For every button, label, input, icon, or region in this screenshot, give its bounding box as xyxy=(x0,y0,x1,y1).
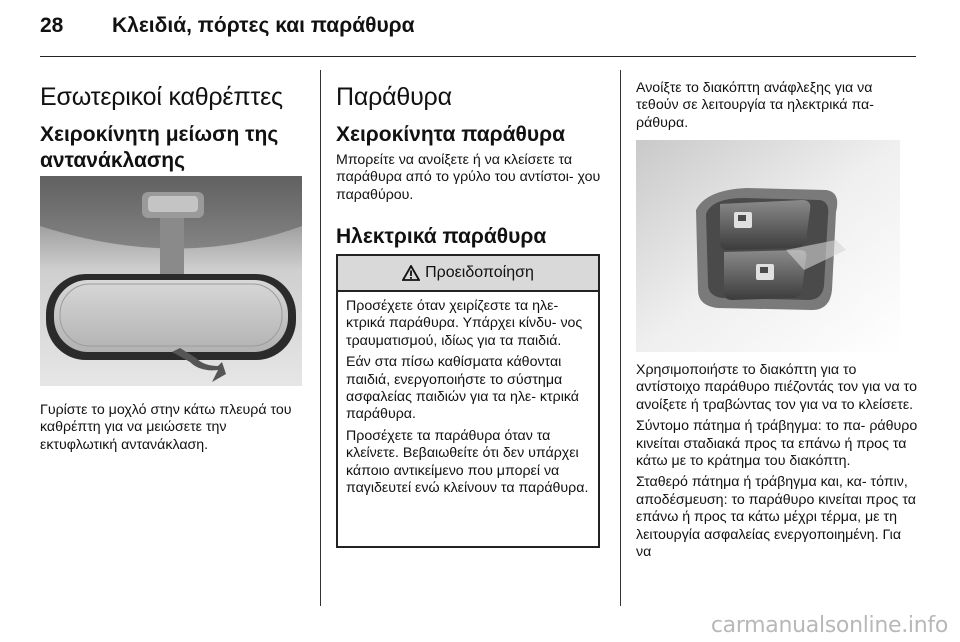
column-mirrors xyxy=(40,68,304,174)
mirror-illustration xyxy=(40,176,302,386)
page-number: 28 xyxy=(40,14,64,37)
warning-header xyxy=(338,256,598,292)
warning-body xyxy=(338,292,598,497)
warning-triangle-icon xyxy=(402,265,420,281)
switch-usage-text: Χρησιμοποιήστε το διακόπτη για το αντίστοιχο παράθυρο πιέζοντάς τον για να το ανοίξετε ή τραβώντας τον για να το κλείσετε. xyxy=(636,362,917,413)
subsection-title-manual-windows: Χειροκίνητα παράθυρα xyxy=(336,123,565,146)
column-windows xyxy=(336,68,606,250)
chapter-title: Κλειδιά, πόρτες και παράθυρα xyxy=(112,14,415,37)
ignition-text: Ανοίξτε το διακόπτη ανάφλεξης για να τεθούν σε λειτουργία τα ηλεκτρικά πα- ράθυρα. xyxy=(636,80,874,131)
subsection-title-anti-glare: Χειροκίνητη μείωση της αντανάκλασης xyxy=(40,123,279,172)
warning-paragraph: Προσέχετε τα παράθυρα όταν τα κλείνετε. Βεβαιωθείτε ότι δεν υπάρχει κάποιο αντικείμενο που μπορεί να παγιδευτεί ενώ κλείνουν τα παράθυρα. xyxy=(346,427,589,497)
page-header xyxy=(0,0,960,62)
warning-box xyxy=(336,254,600,548)
mirror-instruction: Γυρίστε το μοχλό στην κάτω πλευρά του καθρέπτη για να μειώσετε την εκτυφλωτική αντανάκλαση. xyxy=(40,402,292,453)
firm-press-text: Σταθερό πάτημα ή τράβηγμα και, κα- τόπιν, αποδέσμευση: το παράθυρο κινείται προς τα επάνω ή προς τα κάτω μέχρι τέρμα, με τη λειτουργία ασφαλείας ενεργοποιημένη. Για να xyxy=(636,474,916,561)
subsection-title-power-windows: Ηλεκτρικά παράθυρα xyxy=(336,225,547,249)
section-title-mirrors: Εσωτερικοί καθρέπτες xyxy=(40,83,283,111)
column-divider-2 xyxy=(620,70,621,606)
warning-title: Προειδοποίηση xyxy=(425,264,534,281)
header-rule xyxy=(40,56,916,57)
column-mirrors-text xyxy=(40,402,304,454)
rearview-mirror-icon xyxy=(40,176,302,386)
window-switch-illustration xyxy=(636,140,900,352)
warning-paragraph: Εάν στα πίσω καθίσματα κάθονται παιδιά, ενεργοποιήστε το σύστημα ασφαλείας παιδιών για τα ηλε- κτρικά παράθυρα. xyxy=(346,354,579,423)
column-divider-1 xyxy=(320,70,321,606)
manual-windows-text: Μπορείτε να ανοίξετε ή να κλείσετε τα παράθυρα από το γρύλο του αντίστοι- χου παραθύρου. xyxy=(336,152,601,203)
warning-paragraph: Προσέχετε όταν χειρίζεστε τα ηλε- κτρικά παράθυρα. Υπάρχει κίνδυ- νος τραυματισμού, ιδίως για τα παιδιά. xyxy=(346,298,583,349)
window-switch-icon xyxy=(636,140,900,352)
column-power-windows-text xyxy=(636,362,918,561)
short-press-text: Σύντομο πάτημα ή τράβηγμα: το πα- ράθυρο κινείται σταδιακά προς τα επάνω ή προς τα κάτω με το κράτημα του διακόπτη. xyxy=(636,418,918,470)
section-title-windows: Παράθυρα xyxy=(336,83,452,111)
column-power-windows xyxy=(636,80,918,132)
watermark-text: carmanualsonline.info xyxy=(710,613,948,638)
